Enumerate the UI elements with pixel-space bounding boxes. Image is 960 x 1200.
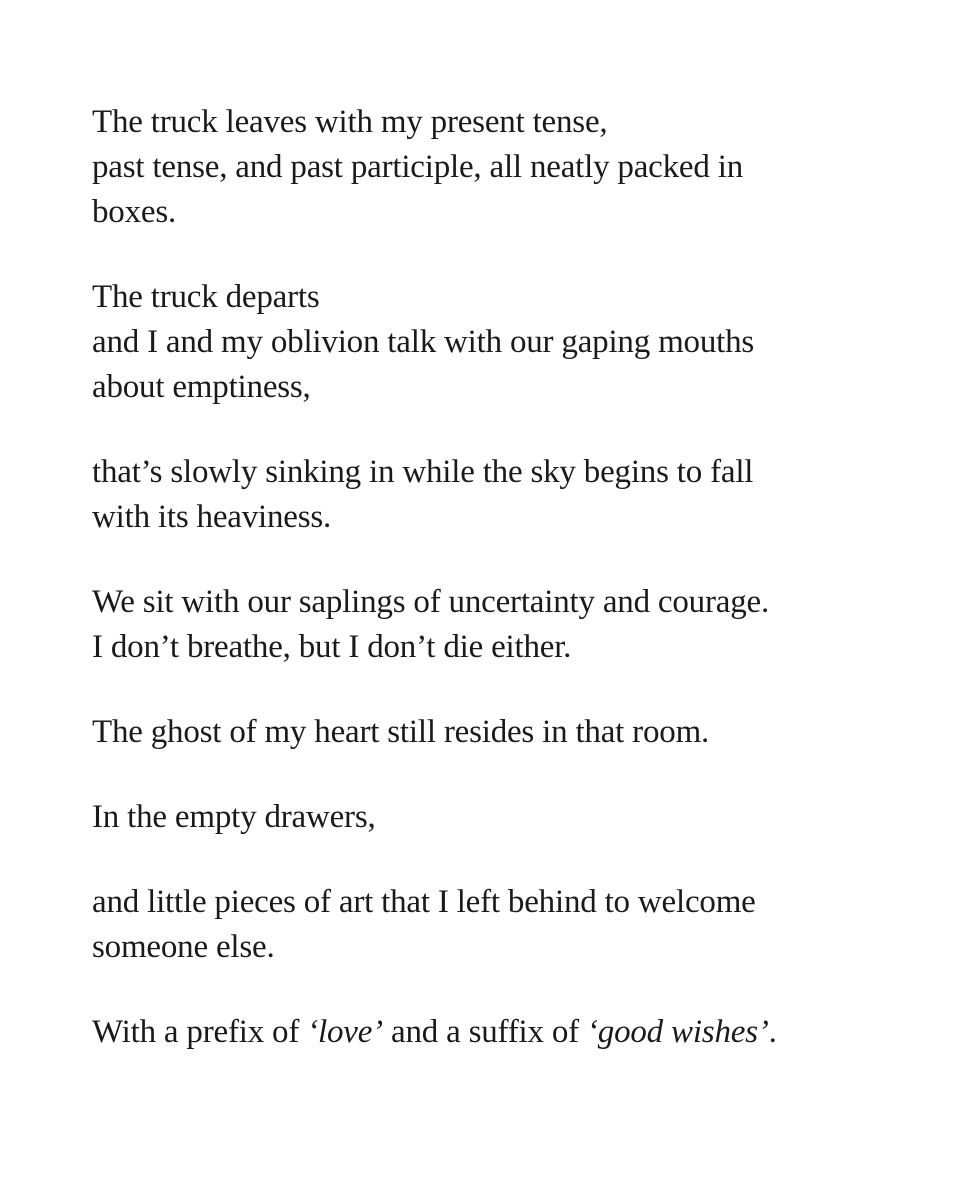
love-italic-text: ‘love’	[307, 1014, 383, 1050]
stanza-4	[92, 580, 912, 670]
poem-line: that’s slowly sinking in while the sky begins to fall	[92, 454, 754, 490]
final-prefix-text: With a prefix of	[92, 1014, 308, 1050]
final-middle-text: and a suffix of	[382, 1014, 587, 1050]
poem-line: and I and my oblivion talk with our gaping mouths	[92, 324, 755, 360]
poem-line: with its heaviness.	[92, 499, 332, 535]
stanza-final	[92, 1010, 912, 1055]
stanza-7	[92, 880, 912, 970]
poem-line: someone else.	[92, 929, 275, 965]
poem-line: The truck leaves with my present tense,	[92, 104, 608, 140]
good-wishes-italic-text: ‘good wishes’	[586, 1014, 769, 1050]
stanza-1	[92, 100, 912, 235]
poem-line: boxes.	[92, 194, 177, 230]
stanza-3	[92, 450, 912, 540]
stanza-6	[92, 795, 912, 840]
poem-line: past tense, and past participle, all neatly packed in	[92, 149, 743, 185]
poem-line: about emptiness,	[92, 369, 311, 405]
poem-text	[92, 100, 912, 1095]
poem-line: I don’t breathe, but I don’t die either.	[92, 629, 572, 665]
stanza-2	[92, 275, 912, 410]
poem-line: and little pieces of art that I left behind to welcome	[92, 884, 756, 920]
poem-line: The truck departs	[92, 279, 320, 315]
stanza-5	[92, 710, 912, 755]
poem-line: The ghost of my heart still resides in that room.	[92, 714, 710, 750]
final-line	[92, 1010, 912, 1055]
poem-line: We sit with our saplings of uncertainty and courage.	[92, 584, 770, 620]
poem-line: In the empty drawers,	[92, 799, 376, 835]
final-period: .	[768, 1014, 777, 1050]
